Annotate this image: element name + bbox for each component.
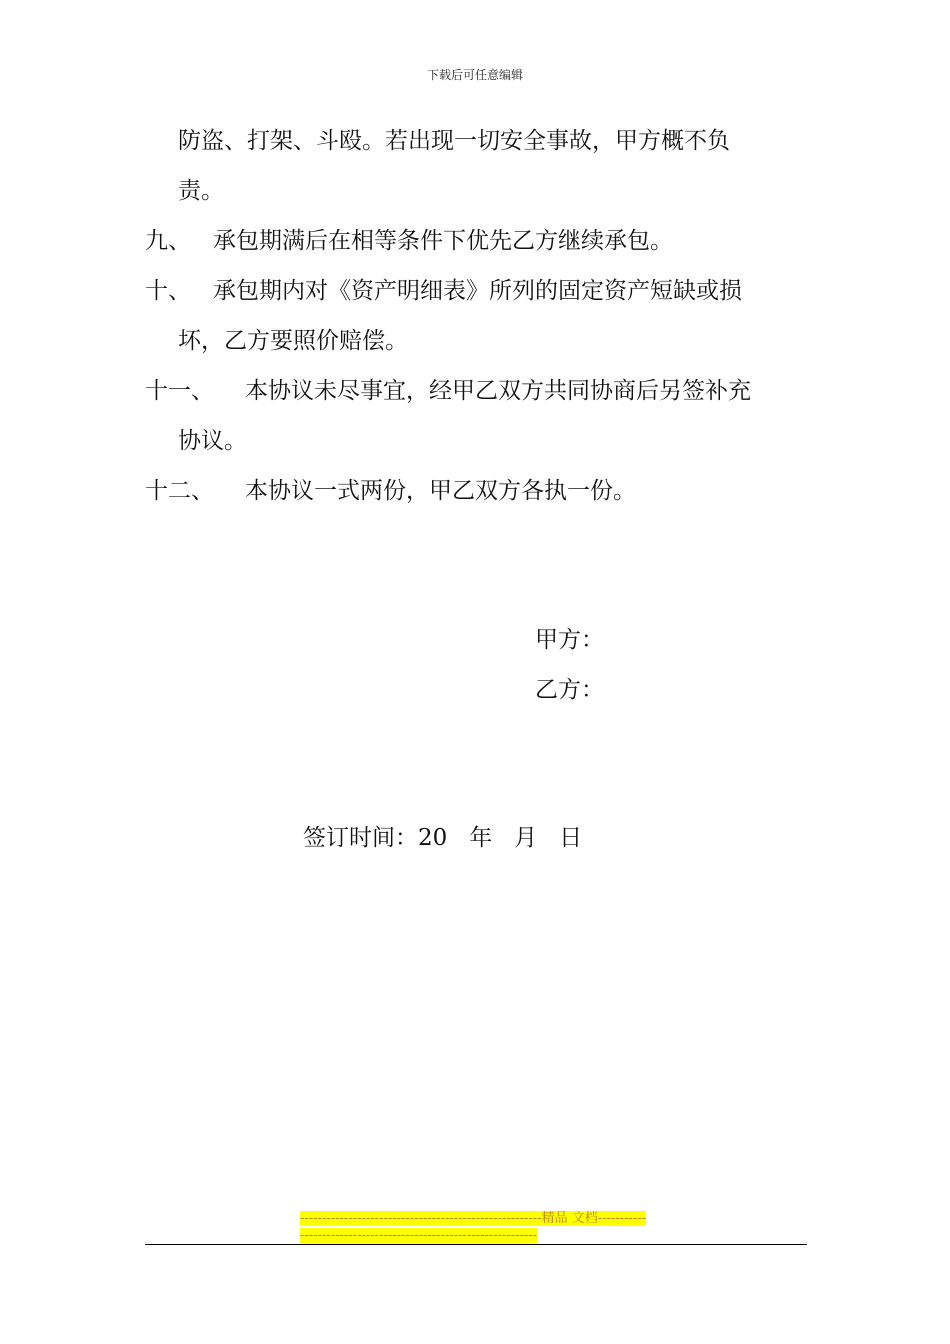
footer-watermark bbox=[300, 1210, 650, 1244]
party-b-signature: 乙方： bbox=[535, 677, 604, 703]
clause-11-number: 十一、 bbox=[145, 378, 214, 404]
clause-8-tail-line-2: 责。 bbox=[178, 178, 224, 204]
clause-10-number: 十、 bbox=[145, 278, 191, 304]
clause-11-text-line-2: 协议。 bbox=[178, 428, 247, 454]
signing-date: 签订时间：20 年 月 日 bbox=[303, 825, 583, 851]
footer-watermark-text: -------------------------------------------------------精品 文档----------------------------------------------------------------- bbox=[300, 1211, 647, 1243]
clause-12 bbox=[145, 466, 807, 516]
clause-10-text-line-2: 坏，乙方要照价赔偿。 bbox=[178, 328, 408, 354]
clause-10-text-line-1: 承包期内对《资产明细表》所列的固定资产短缺或损 bbox=[213, 278, 742, 304]
clause-12-number: 十二、 bbox=[145, 478, 214, 504]
clause-12-text: 本协议一式两份，甲乙双方各执一份。 bbox=[245, 478, 636, 504]
clause-9 bbox=[145, 216, 807, 266]
footer-divider bbox=[145, 1244, 807, 1245]
clause-11 bbox=[145, 366, 807, 416]
page-header: 下载后可任意编辑 bbox=[426, 68, 523, 82]
clause-10 bbox=[145, 266, 807, 316]
party-a-signature: 甲方： bbox=[535, 627, 604, 653]
clause-8-tail-line-1: 防盗、打架、斗殴。若出现一切安全事故，甲方概不负 bbox=[178, 128, 730, 154]
clause-11-text-line-1: 本协议未尽事宜，经甲乙双方共同协商后另签补充 bbox=[245, 378, 751, 404]
clause-9-text: 承包期满后在相等条件下优先乙方继续承包。 bbox=[213, 228, 673, 254]
clause-9-number: 九、 bbox=[145, 228, 191, 254]
